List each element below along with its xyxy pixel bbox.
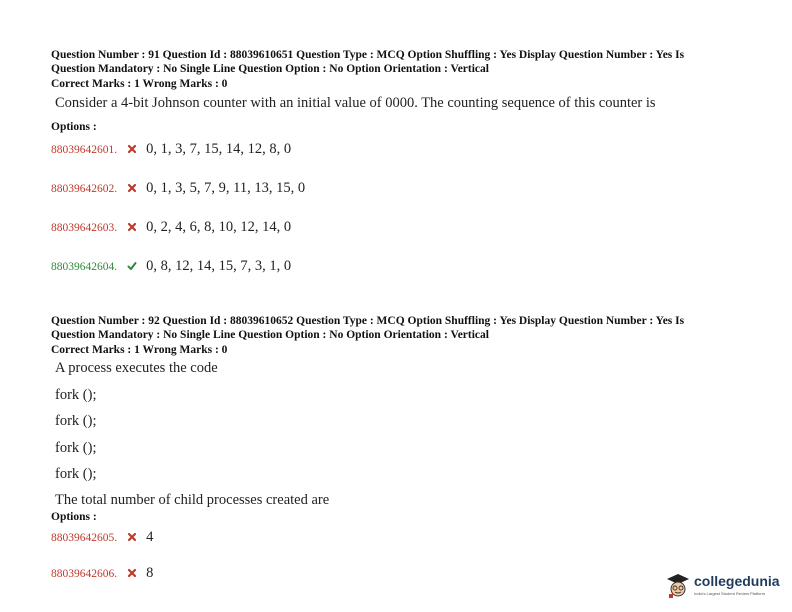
q92-header-line1: Question Number : 92 Question Id : 88039610652 Question Type : MCQ Option Shuffling : Yes Display Question Number : Yes Is — [51, 315, 685, 327]
code-line: fork (); — [55, 413, 97, 429]
q91-header-line1: Question Number : 91 Question Id : 88039610651 Question Type : MCQ Option Shuffling : Yes Display Question Number : Yes Is — [51, 49, 685, 61]
q92-options-label: Options : — [51, 511, 97, 523]
logo-tagline: India's Largest Student Review Platform — [694, 591, 766, 596]
option-row — [51, 564, 153, 582]
check-icon — [127, 261, 137, 271]
cross-icon — [127, 222, 137, 232]
option-text: 0, 1, 3, 5, 7, 9, 11, 13, 15, 0 — [146, 180, 306, 196]
option-text: 0, 8, 12, 14, 15, 7, 3, 1, 0 — [146, 258, 292, 274]
option-row — [51, 179, 305, 197]
cross-icon — [127, 144, 137, 154]
option-id: 88039642603. — [51, 222, 118, 234]
option-text: 0, 2, 4, 6, 8, 10, 12, 14, 0 — [146, 219, 292, 235]
q92-stem-end: The total number of child processes created are — [55, 492, 330, 508]
cross-icon — [127, 532, 137, 542]
q92-header-line2: Question Mandatory : No Single Line Question Option : No Option Orientation : Vertical — [51, 329, 489, 341]
q91-stem: Consider a 4-bit Johnson counter with an initial value of 0000. The counting sequence of this counter is — [55, 95, 656, 111]
option-text: 0, 1, 3, 7, 15, 14, 12, 8, 0 — [146, 141, 292, 157]
q91-header-line2: Question Mandatory : No Single Line Question Option : No Option Orientation : Vertical — [51, 63, 489, 75]
option-text: 4 — [146, 529, 154, 545]
option-id: 88039642604. — [51, 261, 118, 273]
logo-wordmark: collegedunia — [694, 573, 780, 589]
option-row — [51, 140, 291, 158]
option-text: 8 — [146, 565, 154, 581]
code-line: fork (); — [55, 440, 97, 456]
option-row — [51, 218, 291, 236]
option-id: 88039642606. — [51, 568, 118, 580]
option-id: 88039642605. — [51, 532, 118, 544]
q92-stem: A process executes the code — [55, 360, 218, 376]
graduate-mascot-icon — [664, 571, 692, 599]
option-id: 88039642602. — [51, 183, 118, 195]
code-line: fork (); — [55, 466, 97, 482]
option-row — [51, 528, 153, 546]
option-row-correct — [51, 257, 291, 275]
cross-icon — [127, 183, 137, 193]
q91-options-label: Options : — [51, 121, 97, 133]
code-line: fork (); — [55, 387, 97, 403]
cross-icon — [127, 568, 137, 578]
q92-marks: Correct Marks : 1 Wrong Marks : 0 — [51, 344, 228, 356]
q91-marks: Correct Marks : 1 Wrong Marks : 0 — [51, 78, 228, 90]
collegedunia-logo — [664, 571, 788, 601]
option-id: 88039642601. — [51, 144, 118, 156]
